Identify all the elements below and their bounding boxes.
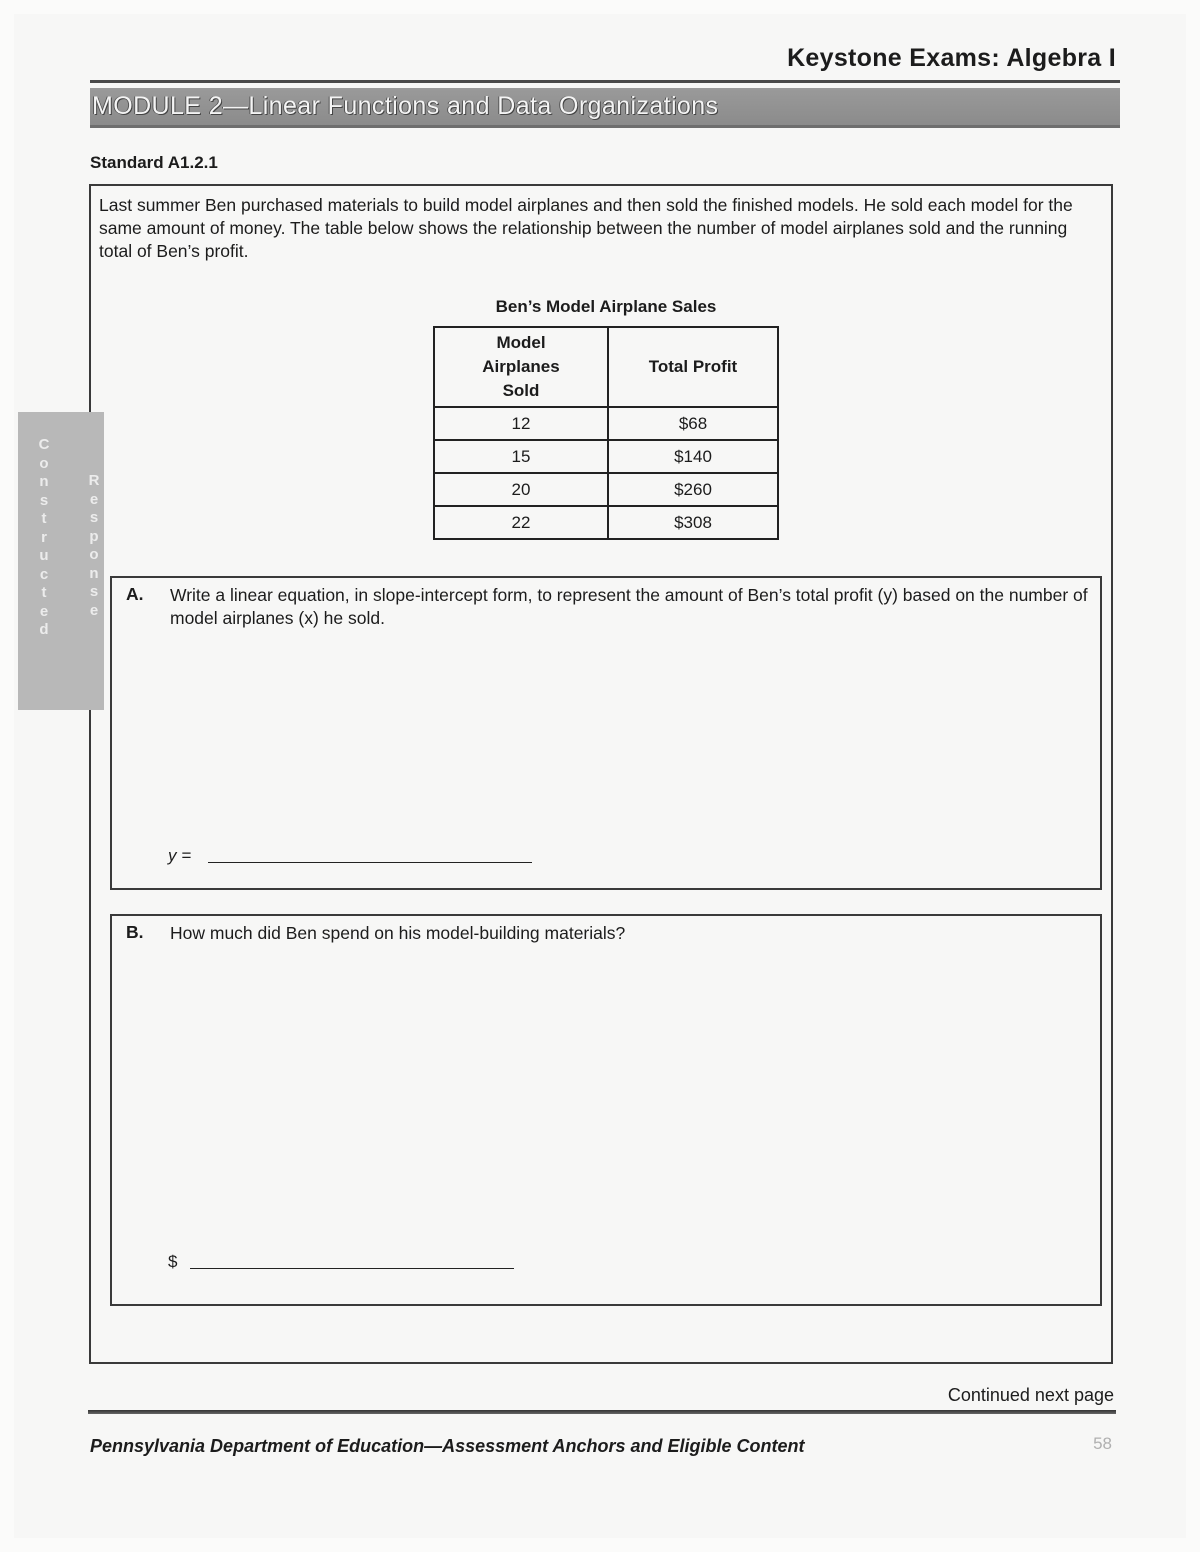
cell-profit: $68 xyxy=(608,407,778,440)
footer-divider xyxy=(88,1410,1116,1414)
side-letter: t xyxy=(41,584,47,601)
header-airplanes-sold: Model Airplanes Sold xyxy=(434,327,608,407)
side-letter: s xyxy=(39,491,49,509)
side-letter: s xyxy=(89,509,99,526)
cell-sold: 22 xyxy=(434,506,608,539)
part-a-answer-label: y = xyxy=(168,846,192,865)
side-letter: p xyxy=(89,527,99,545)
continued-note: Continued next page xyxy=(947,1385,1114,1405)
part-a-answer-line[interactable] xyxy=(208,862,532,863)
part-b-prompt: How much did Ben spend on his model-building materials? xyxy=(170,923,626,943)
side-letter: e xyxy=(39,602,49,620)
question-stem: Last summer Ben purchased materials to build model airplanes and then sold the finished models. He sold each model for the same amount of money. The table below shows the relationship between the number of model airplanes sold and the running total of Ben’s profit. xyxy=(99,195,1073,261)
side-letter: u xyxy=(39,547,49,564)
part-b-box xyxy=(110,914,1102,1306)
cell-sold: 20 xyxy=(434,473,608,506)
part-b-letter: B. xyxy=(126,922,144,942)
side-letter: C xyxy=(38,436,50,453)
cell-profit: $260 xyxy=(608,473,778,506)
sales-table xyxy=(433,326,779,540)
table-row xyxy=(434,407,778,440)
table-row xyxy=(434,506,778,539)
part-a-prompt: Write a linear equation, in slope-intercept form, to represent the amount of Ben’s total profit (y) based on the number of model airplanes (x) he sold. xyxy=(170,585,1088,628)
side-letter: r xyxy=(41,528,47,546)
module-banner xyxy=(90,88,1120,128)
part-a-letter: A. xyxy=(126,584,144,604)
footer-source: Pennsylvania Department of Education—Assessment Anchors and Eligible Content xyxy=(90,1436,805,1456)
exam-title: Keystone Exams: Algebra I xyxy=(787,44,1116,72)
side-letter: n xyxy=(89,564,99,582)
cell-sold: 15 xyxy=(434,440,608,473)
table-row xyxy=(434,473,778,506)
table-title: Ben’s Model Airplane Sales xyxy=(495,297,717,316)
side-letter: o xyxy=(39,454,49,472)
side-tab-word-response xyxy=(86,472,102,620)
cell-profit: $140 xyxy=(608,440,778,473)
side-letter: n xyxy=(39,473,49,490)
header-total-profit: Total Profit xyxy=(608,327,778,407)
table-row xyxy=(434,440,778,473)
side-letter: c xyxy=(39,565,49,583)
side-letter: e xyxy=(89,601,99,619)
standard-label: Standard A1.2.1 xyxy=(90,153,218,172)
side-letter: t xyxy=(41,510,47,527)
cell-sold: 12 xyxy=(434,407,608,440)
part-b-answer-line[interactable] xyxy=(190,1268,514,1269)
side-letter: o xyxy=(89,546,99,563)
constructed-response-tab xyxy=(18,412,104,710)
side-letter: R xyxy=(88,472,100,489)
part-b-answer-label: $ xyxy=(168,1252,178,1271)
side-letter: d xyxy=(39,621,49,638)
part-a-box xyxy=(110,576,1102,890)
table-header-row xyxy=(434,327,778,407)
side-tab-word-constructed xyxy=(36,436,52,640)
module-title: MODULE 2—Linear Functions and Data Organizations xyxy=(92,92,719,120)
side-letter: e xyxy=(89,490,99,508)
page-number: 58 xyxy=(1093,1434,1112,1453)
header-divider xyxy=(90,80,1120,83)
side-letter: s xyxy=(89,583,99,600)
cell-profit: $308 xyxy=(608,506,778,539)
